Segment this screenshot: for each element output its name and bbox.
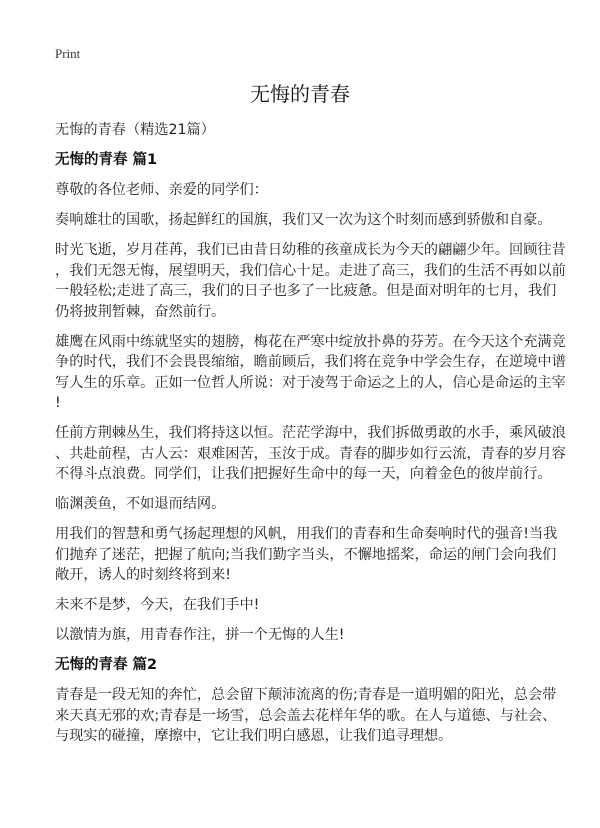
paragraph-line: 青春是一段无知的奔忙，总会留下颠沛流离的伤;青春是一道明媚的阳光，总会带 (55, 687, 557, 703)
paragraph (55, 210, 555, 231)
paragraph-line: 用我们的智慧和勇气扬起理想的风帆，用我们的青春和生命奏响时代的强音!当我 (55, 526, 558, 542)
paragraph-line: 争的时代，我们不会畏畏缩缩，瞻前顾后，我们将在竞争中学会生存，在逆境中谱 (55, 354, 566, 370)
document-body (55, 120, 566, 756)
paragraph (55, 595, 555, 616)
paragraph (55, 524, 558, 586)
paragraph-line: 奏响雄壮的国歌，扬起鲜红的国旗，我们又一次为这个时刻而感到骄傲和自豪。 (55, 212, 552, 228)
paragraph-line: 任前方荆棘丛生，我们将持这以恒。茫茫学海中，我们拆做勇敢的水手，乘风破浪 (55, 425, 566, 441)
paragraph (55, 625, 555, 646)
paragraph (55, 332, 566, 414)
paragraph-line: 仍将披荆暂棘，奋然前行。 (55, 303, 226, 320)
paragraph-line: 们抛弃了迷茫，把握了航向;当我们勤字当头，不懈地摇桨，命运的闸门会向我们 (55, 546, 557, 563)
document-subtitle: 无悔的青春（精选21篇） (55, 122, 215, 138)
paragraph-line: ，我们无怨无悔，展望明天，我们信心十足。走进了高三，我们的生活不再如以前 (55, 262, 566, 279)
paragraph-line: ! (55, 395, 61, 411)
paragraph (55, 240, 566, 322)
document-title: 无悔的青春 (250, 82, 350, 106)
paragraph (55, 685, 555, 747)
paragraph (55, 423, 566, 485)
section-heading: 无悔的青春 篇2 (55, 657, 158, 673)
paragraph-line: 时光飞逝，岁月荏苒，我们已由昔日幼稚的孩童成长为今天的翩翩少年。回顾往昔 (55, 242, 566, 258)
paragraph-line: 敞开，诱人的时刻终将到来! (55, 567, 231, 583)
paragraph-line: 以激情为旗，用青春作注，拼一个无悔的人生! (55, 627, 345, 643)
paragraph-line: 一般轻松;走进了高三，我们的日子也多了一比疲惫。但是面对明年的七月，我们 (55, 283, 557, 299)
paragraph-line: 与现实的碰撞，摩擦中，它让我们明白感恩，让我们追寻理想。 (55, 728, 453, 744)
paragraph-line: 未来不是梦，今天，在我们手中! (55, 597, 260, 613)
print-link[interactable]: Print (55, 46, 81, 61)
paragraph-line: 尊敬的各位老师、亲爱的同学们： (55, 182, 268, 198)
section-heading: 无悔的青春 篇1 (55, 152, 158, 168)
paragraph-line: 、共赴前程，古人云：艰难困苦，玉汝于成。青春的脚步如行云流，青春的岁月容 (55, 445, 566, 462)
paragraph-line: 不得斗点浪费。同学们，让我们把握好生命中的每一天，向着金色的彼岸前行。 (55, 466, 552, 482)
paragraph (55, 180, 555, 201)
paragraph-line: 雄鹰在风雨中练就坚实的翅膀，梅花在严寒中绽放扑鼻的芬芳。在今天这个充满竞 (55, 333, 566, 350)
paragraph-line: 来天真无邪的欢;青春是一场雪，总会盖去花样年华的歌。在人与道德、与社会、 (55, 707, 557, 724)
paragraph (55, 494, 555, 515)
paragraph-line: 写人生的乐章。正如一位哲人所说：对于凌驾于命运之上的人，信心是命运的主宰 (55, 374, 566, 391)
paragraph-line: 临渊羡鱼，不如退而结网。 (55, 496, 226, 512)
